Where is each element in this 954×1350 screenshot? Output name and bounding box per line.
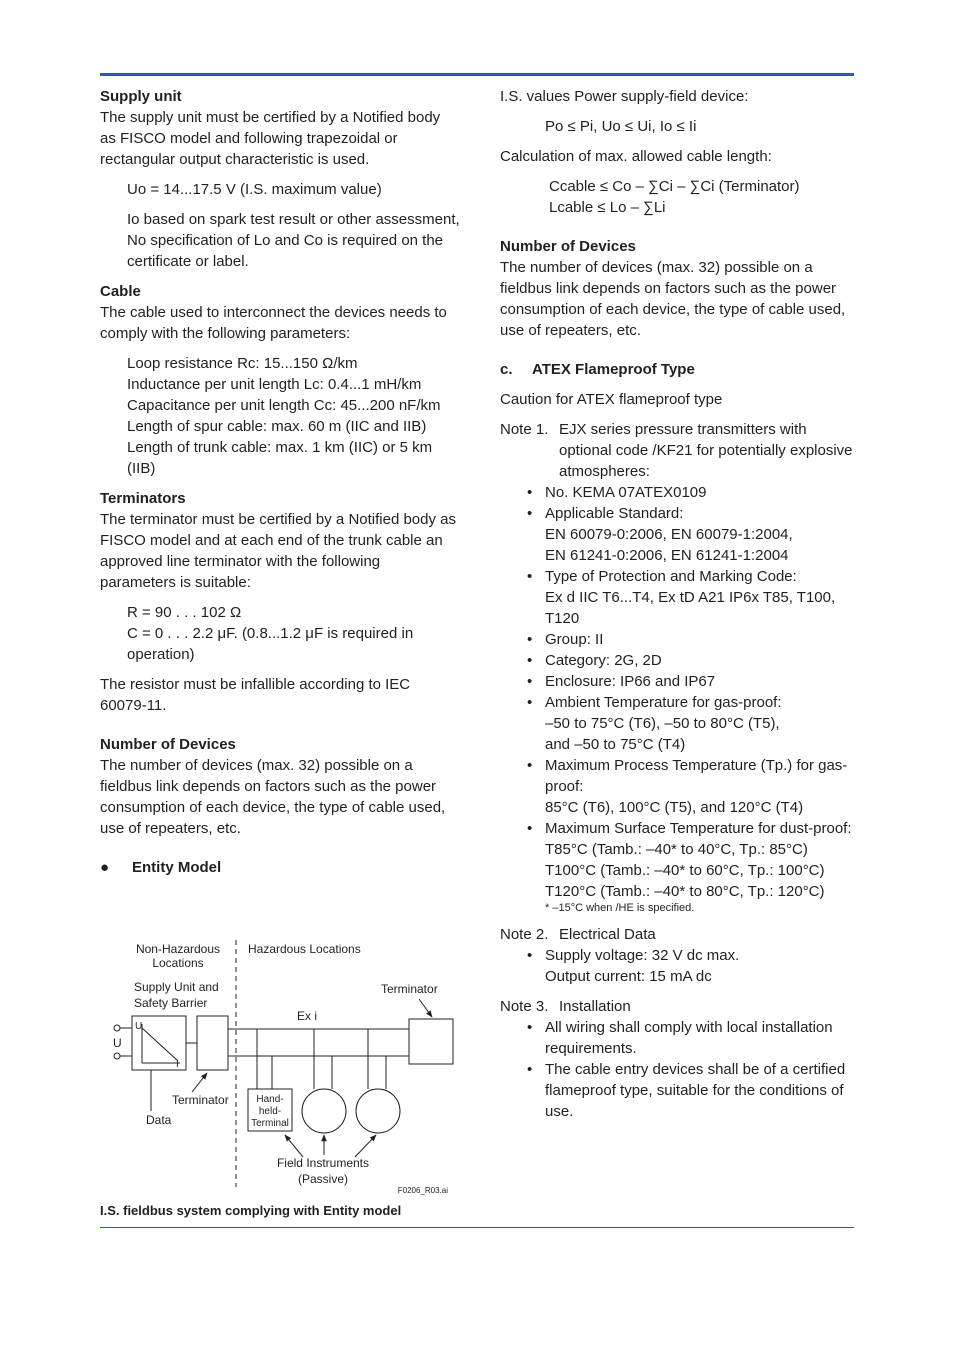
list-item: [500, 503, 856, 566]
terminators-heading: Terminators: [100, 490, 186, 507]
data-label: Data: [146, 1113, 172, 1127]
bullet-icon: •: [527, 947, 533, 964]
bullet-icon: •: [527, 505, 533, 522]
list-item-line: Group: II: [545, 631, 604, 648]
field-instrument-circle: [302, 1089, 346, 1133]
supply-unit-heading: Supply unit: [100, 88, 182, 105]
i-axis-label: I: [176, 1059, 179, 1070]
list-item: [500, 629, 856, 650]
io-text: Io based on spark test result or other assessment,: [127, 211, 460, 228]
note-2: [500, 924, 856, 945]
note-3-text: Installation: [559, 998, 631, 1015]
list-item-line: Output current: 15 mA dc: [545, 968, 712, 985]
devices-heading-right: Number of Devices: [500, 238, 636, 255]
field-instruments-label: Field Instruments: [276, 1156, 370, 1170]
list-item: [500, 566, 856, 629]
entity-model-label: Entity Model: [132, 859, 222, 876]
list-item-line: and –50 to 75°C (T4): [545, 736, 686, 753]
list-item-line: Ambient Temperature for gas-proof:: [545, 694, 782, 711]
bullet-icon: •: [527, 1019, 533, 1036]
note-1: [500, 419, 856, 482]
list-item-line: T100°C (Tamb.: –40* to 60°C, Tp.: 100°C): [545, 862, 825, 879]
list-item-line: Category: 2G, 2D: [545, 652, 662, 669]
handheld-label-1: Hand-: [256, 1094, 284, 1105]
terminators-text: The terminator must be certified by a Notified body as FISCO model and at each end of the trunk cable an approved line terminator with the following parameters is suitable:: [100, 511, 457, 591]
bullet-icon: •: [527, 652, 533, 669]
uo-value: Uo = 14...17.5 V (I.S. maximum value): [127, 181, 382, 198]
bullet-icon: •: [527, 631, 533, 648]
passive-label: (Passive): [297, 1172, 349, 1186]
terminator-right-label: Terminator: [381, 982, 438, 996]
cable-text: The cable used to interconnect the devices needs to comply with the following parameters:: [100, 304, 447, 342]
cable-param: Inductance per unit length Lc: 0.4...1 mH/km: [127, 376, 422, 393]
list-item-line: Maximum Process Temperature (Tp.) for gas-proof:: [545, 757, 848, 795]
caution-text: Caution for ATEX flameproof type: [500, 391, 723, 408]
list-item-line: Ex d IIC T6...T4, Ex tD A21 IP6x T85, T100, T120: [545, 589, 836, 627]
cable-param: Length of trunk cable: max. 1 km (IIC) or 5 km (IIB): [127, 439, 433, 477]
list-item: [500, 755, 856, 818]
cable-heading: Cable: [100, 283, 141, 300]
devices-text: The number of devices (max. 32) possible on a fieldbus link depends on factors such as the power consumption of each device, the type of cable used, use of repeaters, etc.: [100, 757, 446, 837]
list-item-line: No. KEMA 07ATEX0109: [545, 484, 707, 501]
calc-text: Calculation of max. allowed cable length:: [500, 148, 772, 165]
terminator-box: [409, 1019, 453, 1064]
bullet-icon: •: [527, 568, 533, 585]
list-item-line: T120°C (Tamb.: –40* to 80°C, Tp.: 120°C): [545, 883, 825, 900]
note-2-list: [500, 945, 856, 987]
atex-title: ATEX Flameproof Type: [532, 361, 695, 378]
list-item-line: 85°C (T6), 100°C (T5), and 120°C (T4): [545, 799, 804, 816]
bullet-icon: •: [527, 1061, 533, 1078]
list-item-line: The cable entry devices shall be of a certified flameproof type, suitable for the conditions of use.: [545, 1061, 846, 1120]
list-item-line: T85°C (Tamb.: –40* to 40°C, Tp.: 85°C): [545, 841, 808, 858]
cable-param: Loop resistance Rc: 15...150 Ω/km: [127, 355, 358, 372]
c-value: C = 0 . . . 2.2 μF. (0.8...1.2 μF is required in operation): [127, 625, 414, 663]
list-item-line: EN 60079-0:2006, EN 60079-1:2004,: [545, 526, 793, 543]
devices-heading: Number of Devices: [100, 736, 236, 753]
non-hazardous-label: Non-Hazardous: [135, 942, 221, 956]
list-item: [500, 945, 856, 987]
list-item-line: Enclosure: IP66 and IP67: [545, 673, 716, 690]
bullet-icon: •: [527, 757, 533, 774]
figure-caption: I.S. fieldbus system complying with Entity model: [100, 1203, 402, 1218]
list-item-line: Applicable Standard:: [545, 505, 684, 522]
supply-unit-text: The supply unit must be certified by a Notified body as FISCO model and following trapezoidal or rectangular output characteristic is used.: [100, 109, 441, 168]
bullet-icon: •: [527, 694, 533, 711]
non-hazardous-label-2: Locations: [152, 956, 204, 970]
bullet-icon: •: [527, 673, 533, 690]
is-values: I.S. values Power supply-field device:: [500, 88, 749, 105]
supply-unit-label: Supply Unit and: [134, 980, 219, 994]
list-item: [500, 650, 856, 671]
field-instrument-circle: [356, 1089, 400, 1133]
right-column: [500, 86, 856, 1122]
header-rule: [100, 73, 854, 76]
terminal-bottom: [114, 1053, 120, 1059]
list-item-line: Supply voltage: 32 V dc max.: [545, 947, 740, 964]
list-item-line: Type of Protection and Marking Code:: [545, 568, 797, 585]
atex-label: c.: [500, 361, 513, 378]
safety-barrier-label: Safety Barrier: [134, 996, 208, 1010]
atex-heading: [500, 359, 856, 380]
bullet-icon: ●: [100, 859, 110, 876]
u-axis-label: U: [135, 1021, 143, 1032]
terminator-left-label: Terminator: [172, 1093, 229, 1107]
list-item: [500, 671, 856, 692]
note-1-text: EJX series pressure transmitters with optional code /KF21 for potentially explosive atmospheres:: [559, 421, 853, 480]
diagram-svg: [100, 935, 460, 1197]
list-item: [500, 692, 856, 755]
list-item: [500, 1059, 856, 1122]
left-column: [100, 86, 460, 878]
hazardous-label: Hazardous Locations: [248, 942, 361, 956]
ccable-line: Ccable ≤ Co – ∑Ci – ∑Ci (Terminator): [549, 178, 800, 195]
bullet-icon: •: [527, 820, 533, 837]
resistor-text: The resistor must be infallible according to IEC 60079-11.: [100, 676, 411, 714]
entity-model-diagram: [100, 935, 460, 1197]
footer-rule: [100, 1227, 854, 1228]
handheld-label-3: Terminal: [251, 1118, 289, 1129]
list-item-line: EN 61241-0:2006, EN 61241-1:2004: [545, 547, 789, 564]
note-3-list: [500, 1017, 856, 1122]
bullet-icon: •: [527, 484, 533, 501]
list-item: [500, 818, 856, 902]
note-2-label: Note 2.: [500, 926, 549, 943]
safety-barrier-box: [197, 1016, 228, 1070]
terminal-top: [114, 1025, 120, 1031]
r-value: R = 90 . . . 102 Ω: [127, 604, 242, 621]
footnote: * –15°C when /HE is specified.: [545, 902, 695, 914]
entity-model-heading: [100, 857, 460, 878]
note-2-text: Electrical Data: [559, 926, 656, 943]
note-3: [500, 996, 856, 1017]
ex-i-label: Ex i: [297, 1009, 318, 1023]
list-item-line: –50 to 75°C (T6), –50 to 80°C (T5),: [545, 715, 780, 732]
po-line: Po ≤ Pi, Uo ≤ Ui, Io ≤ Ii: [545, 118, 697, 135]
file-id: F0206_R03.ai: [397, 1186, 448, 1195]
devices-text-right: The number of devices (max. 32) possible on a fieldbus link depends on factors such as the power consumption of each device, the type of cable used, use of repeaters, etc.: [500, 259, 846, 339]
list-item: [500, 1017, 856, 1059]
lcable-line: Lcable ≤ Lo – ∑Li: [549, 199, 666, 216]
handheld-label-2: held-: [258, 1106, 282, 1117]
lo-co-text: No specification of Lo and Co is required on the certificate or label.: [127, 232, 444, 270]
note-1-label: Note 1.: [500, 421, 549, 438]
cable-param: Length of spur cable: max. 60 m (IIC and IIB): [127, 418, 427, 435]
list-item-line: Maximum Surface Temperature for dust-proof:: [545, 820, 852, 837]
u-label: U: [113, 1036, 122, 1050]
list-item-line: All wiring shall comply with local installation requirements.: [545, 1019, 833, 1057]
note-1-list: [500, 482, 856, 902]
note-3-label: Note 3.: [500, 998, 549, 1015]
list-item: [500, 482, 856, 503]
cable-param: Capacitance per unit length Cc: 45...200 nF/km: [127, 397, 441, 414]
